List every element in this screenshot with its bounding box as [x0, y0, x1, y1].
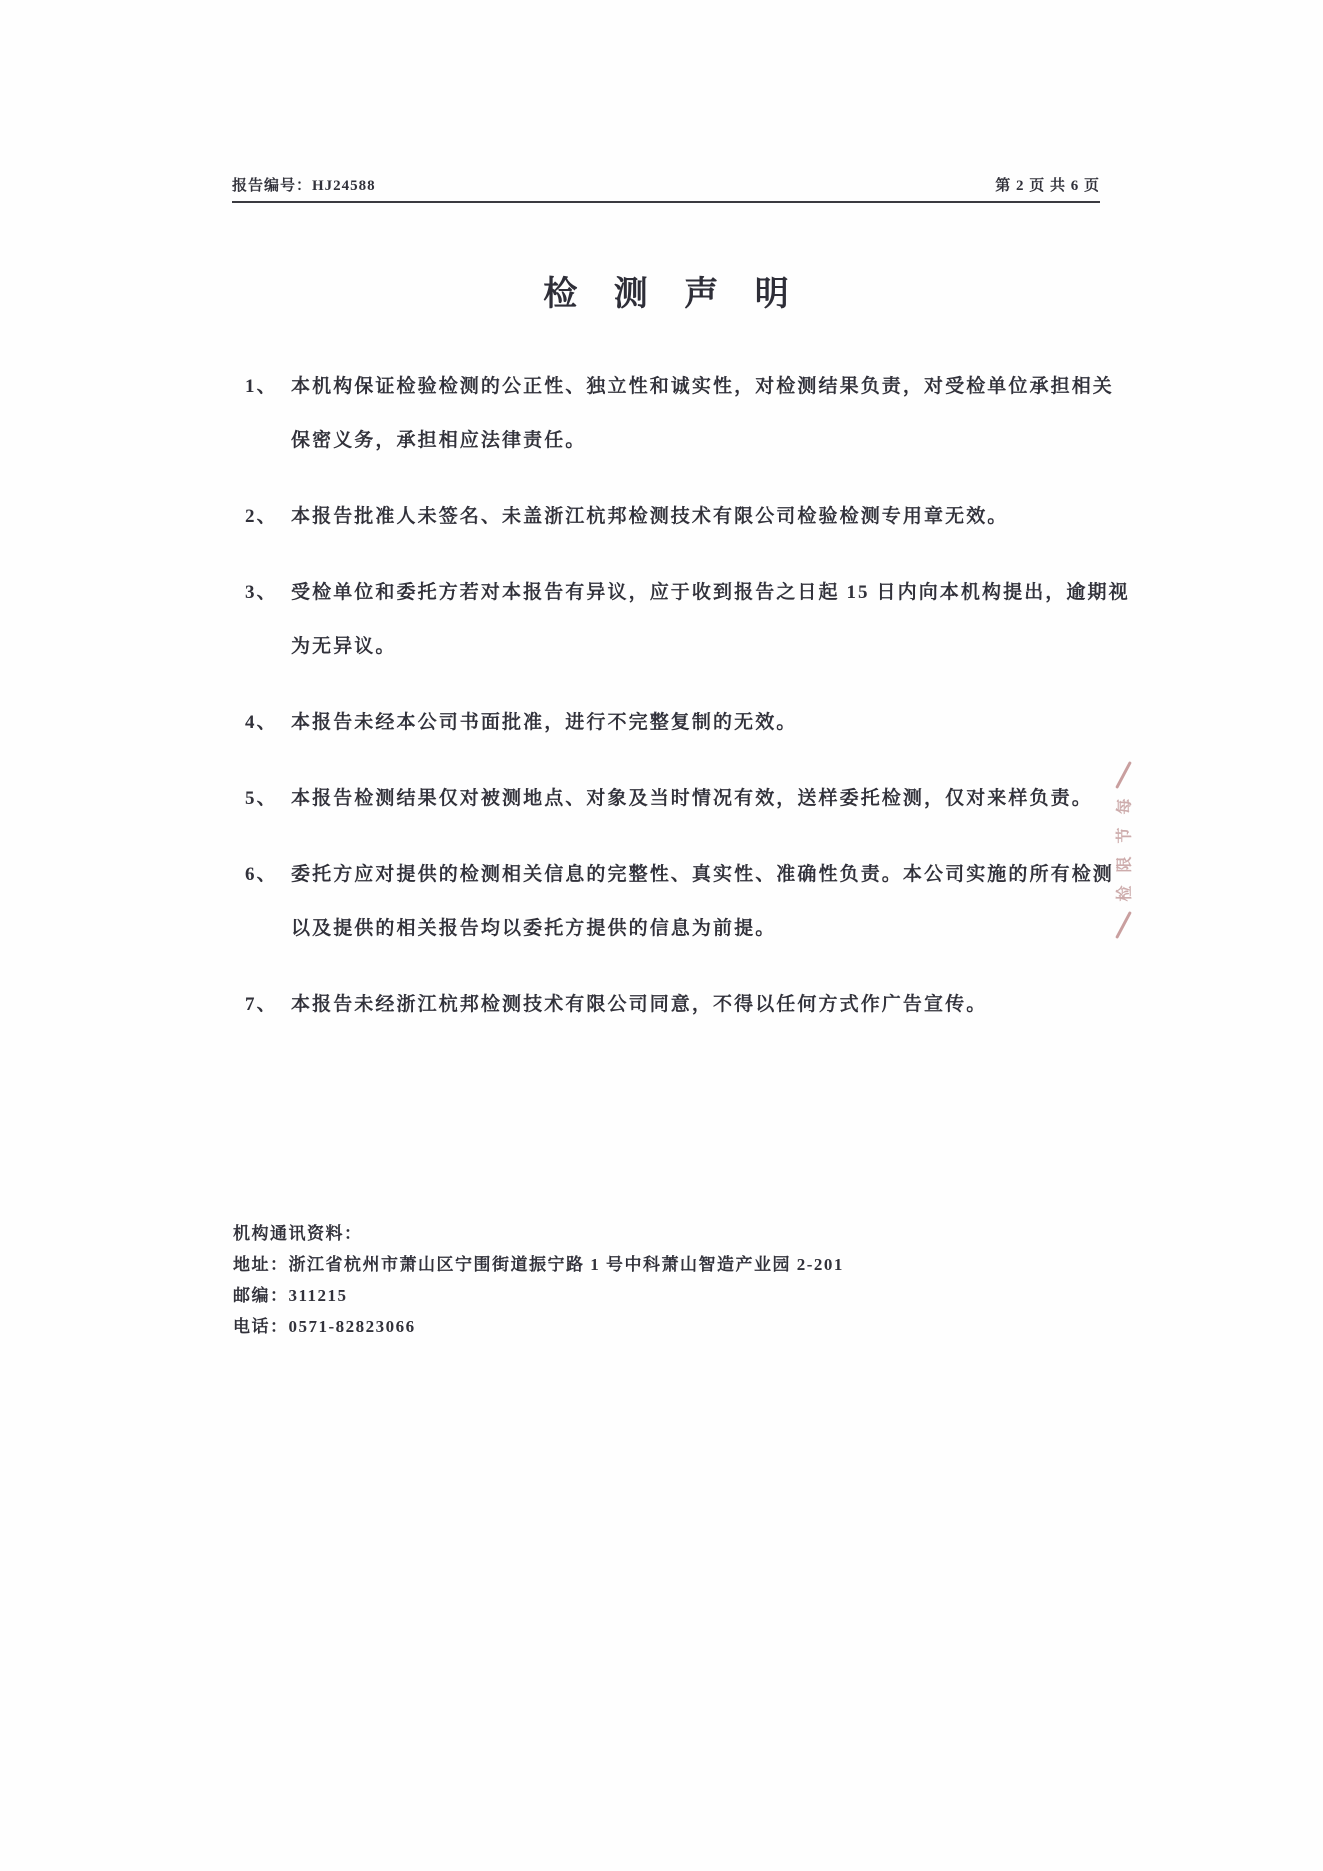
- declaration-line: 本报告批准人未签名、未盖浙江杭邦检测技术有限公司检验检测专用章无效。: [291, 506, 1009, 527]
- page-indicator: 第 2 页 共 6 页: [995, 178, 1100, 194]
- declaration-item: [245, 360, 1114, 468]
- declaration-line: 委托方应对提供的检测相关信息的完整性、真实性、准确性负责。本公司实施的所有检测: [291, 864, 1114, 885]
- address-label: 地址：: [233, 1255, 289, 1274]
- stamp-characters: [1115, 795, 1134, 905]
- report-number-label: 报告编号：: [232, 178, 313, 194]
- declaration-text: [291, 360, 1114, 468]
- address-value: 浙江省杭州市萧山区宁围街道振宁路 1 号中科萧山智造产业园 2-201: [288, 1255, 844, 1274]
- contact-info: [233, 1218, 844, 1342]
- stamp-stroke-bottom: [1115, 911, 1132, 939]
- declaration-line: 受检单位和委托方若对本报告有异议，应于收到报告之日起 15 日内向本机构提出，逾期视: [291, 582, 1130, 603]
- contact-zip: [233, 1280, 844, 1311]
- declaration-number: 5、: [245, 788, 278, 809]
- declaration-number: 3、: [245, 582, 278, 603]
- declaration-text: [291, 848, 1114, 956]
- declaration-item: [245, 490, 1107, 544]
- header-divider: [232, 201, 1100, 203]
- zip-label: 邮编：: [233, 1286, 289, 1305]
- declaration-item: [245, 566, 1130, 674]
- declaration-line: 本报告检测结果仅对被测地点、对象及当时情况有效，送样委托检测，仅对来样负责。: [291, 788, 1093, 809]
- phone-label: 电话：: [233, 1317, 289, 1336]
- declaration-text: [291, 772, 1107, 826]
- stamp-character: 检: [1116, 885, 1134, 902]
- declaration-line: 为无异议。: [291, 636, 397, 657]
- declaration-text: [291, 490, 1107, 544]
- report-number-value: HJ24588: [312, 178, 376, 194]
- declaration-item: [245, 772, 1107, 826]
- declaration-item: [245, 848, 1114, 956]
- declaration-number: 4、: [245, 712, 278, 733]
- zip-value: 311215: [288, 1286, 348, 1305]
- stamp-character: 每: [1116, 798, 1134, 815]
- declaration-line: 本机构保证检验检测的公正性、独立性和诚实性，对检测结果负责，对受检单位承担相关: [291, 376, 1114, 397]
- declaration-item: [245, 978, 1107, 1032]
- declaration-line: 本报告未经浙江杭邦检测技术有限公司同意，不得以任何方式作广告宣传。: [291, 994, 988, 1015]
- declaration-text: [291, 978, 1107, 1032]
- stamp-character: 节: [1116, 827, 1134, 844]
- stamp-stroke-top: [1115, 761, 1132, 789]
- page-title: 检 测 声 明: [543, 276, 803, 313]
- declaration-number: 6、: [245, 864, 278, 885]
- declaration-text: [291, 566, 1130, 674]
- report-number: [232, 174, 376, 195]
- page-header: [232, 174, 1100, 195]
- declaration-text: [291, 696, 1107, 750]
- declaration-number: 2、: [245, 506, 278, 527]
- phone-value: 0571-82823066: [288, 1317, 416, 1336]
- contact-heading: 机构通讯资料：: [233, 1224, 363, 1243]
- declaration-line: 保密义务，承担相应法律责任。: [291, 430, 587, 451]
- contact-phone: [233, 1311, 844, 1342]
- declaration-line: 以及提供的相关报告均以委托方提供的信息为前提。: [291, 918, 777, 939]
- contact-address: [233, 1249, 844, 1280]
- stamp-character: 限: [1116, 856, 1134, 873]
- declaration-line: 本报告未经本公司书面批准，进行不完整复制的无效。: [291, 712, 798, 733]
- declaration-number: 1、: [245, 376, 278, 397]
- declaration-number: 7、: [245, 994, 278, 1015]
- declaration-item: [245, 696, 1107, 750]
- declaration-list: [245, 360, 1130, 1054]
